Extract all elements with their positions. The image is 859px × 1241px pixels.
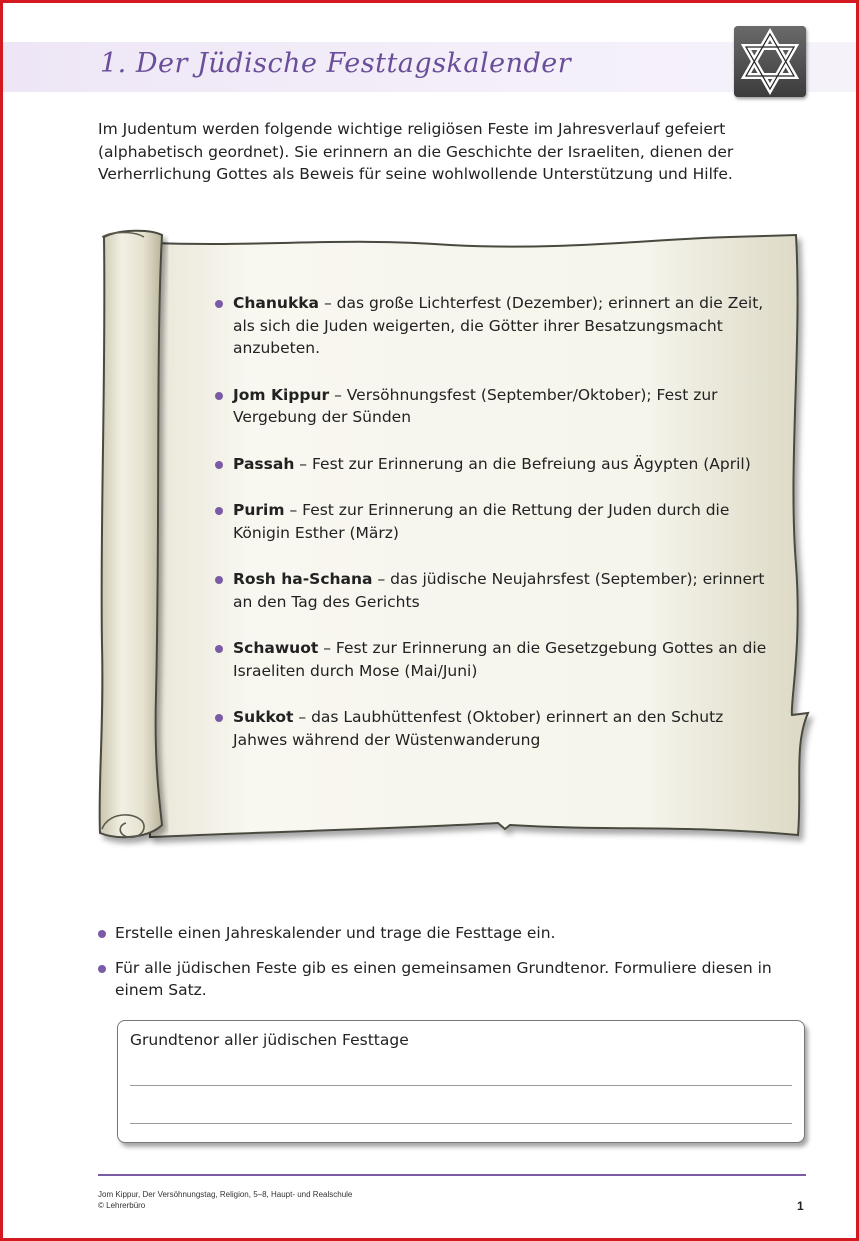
list-item bbox=[215, 637, 775, 682]
page-title: 1. Der Jüdische Festtagskalender bbox=[100, 48, 572, 79]
list-item bbox=[215, 568, 775, 613]
answer-box bbox=[117, 1020, 805, 1143]
festival-description: – Fest zur Erinnerung an die Befreiung aus Ägypten (April) bbox=[294, 454, 751, 473]
festival-description: – Fest zur Erinnerung an die Rettung der Juden durch die Königin Esther (März) bbox=[233, 501, 730, 542]
task-text: Erstelle einen Jahreskalender und trage die Festtage ein. bbox=[115, 924, 556, 942]
task-item bbox=[98, 922, 798, 945]
answer-line[interactable] bbox=[130, 1085, 792, 1086]
list-item bbox=[215, 706, 775, 751]
footer-divider bbox=[98, 1174, 806, 1176]
festival-description: – Fest zur Erinnerung an die Gesetzgebung Gottes an die Israeliten durch Mose (Mai/Juni) bbox=[233, 639, 767, 680]
bullet-icon bbox=[215, 392, 223, 400]
festival-name: Purim bbox=[233, 501, 285, 519]
list-item bbox=[215, 453, 775, 476]
bullet-icon bbox=[215, 507, 223, 515]
festival-description: – das Laubhüttenfest (Oktober) erinnert an den Schutz Jahwes während der Wüstenwanderung bbox=[233, 708, 724, 749]
footer-credits bbox=[98, 1189, 352, 1211]
festival-name: Passah bbox=[233, 454, 295, 473]
task-item bbox=[98, 957, 798, 1002]
festival-name: Sukkot bbox=[233, 708, 294, 726]
list-item bbox=[215, 292, 775, 360]
footer-source: Jom Kippur, Der Versöhnungstag, Religion, 5–8, Haupt- und Realschule bbox=[98, 1190, 353, 1199]
festival-description: – Versöhnungsfest (September/Oktober); Fest zur Vergebung der Sünden bbox=[233, 385, 718, 426]
bullet-icon bbox=[215, 576, 223, 584]
list-item bbox=[215, 499, 775, 544]
footer-copyright: © Lehrerbüro bbox=[98, 1201, 146, 1210]
intro-text: Im Judentum werden folgende wichtige religiösen Feste im Jahresverlauf gefeiert (alphabetisch geordnet). Sie erinnern an die Geschichte der Israeliten, dienen der Verherrlichung Gottes als Beweis für seine wohlwollende Unterstützung und Hilfe. bbox=[98, 120, 734, 183]
bullet-icon bbox=[215, 300, 223, 308]
festival-list bbox=[215, 292, 775, 775]
bullet-icon bbox=[215, 714, 223, 722]
list-item bbox=[215, 384, 775, 429]
bullet-icon bbox=[215, 645, 223, 653]
festival-name: Rosh ha-Schana bbox=[233, 570, 373, 588]
task-list bbox=[98, 922, 798, 1014]
festival-name: Chanukka bbox=[233, 294, 320, 312]
answer-label: Grundtenor aller jüdischen Festtage bbox=[130, 1031, 409, 1049]
festival-name: Jom Kippur bbox=[233, 385, 330, 404]
star-of-david-icon bbox=[734, 26, 806, 97]
bullet-icon bbox=[215, 461, 223, 469]
festival-name: Schawuot bbox=[233, 639, 319, 657]
task-text: Für alle jüdischen Feste gib es einen gemeinsamen Grundtenor. Formuliere diesen in einem Satz. bbox=[115, 958, 772, 999]
festival-description: – das große Lichterfest (Dezember); erinnert an die Zeit, als sich die Juden weigerten, die Götter ihrer Besatzungsmacht anzubeten. bbox=[233, 294, 764, 357]
festival-description: – das jüdische Neujahrsfest (September); erinnert an den Tag des Gerichts bbox=[233, 570, 765, 611]
page-number: 1 bbox=[797, 1199, 804, 1213]
bullet-icon bbox=[98, 930, 106, 938]
answer-line[interactable] bbox=[130, 1123, 792, 1124]
bullet-icon bbox=[98, 965, 106, 973]
